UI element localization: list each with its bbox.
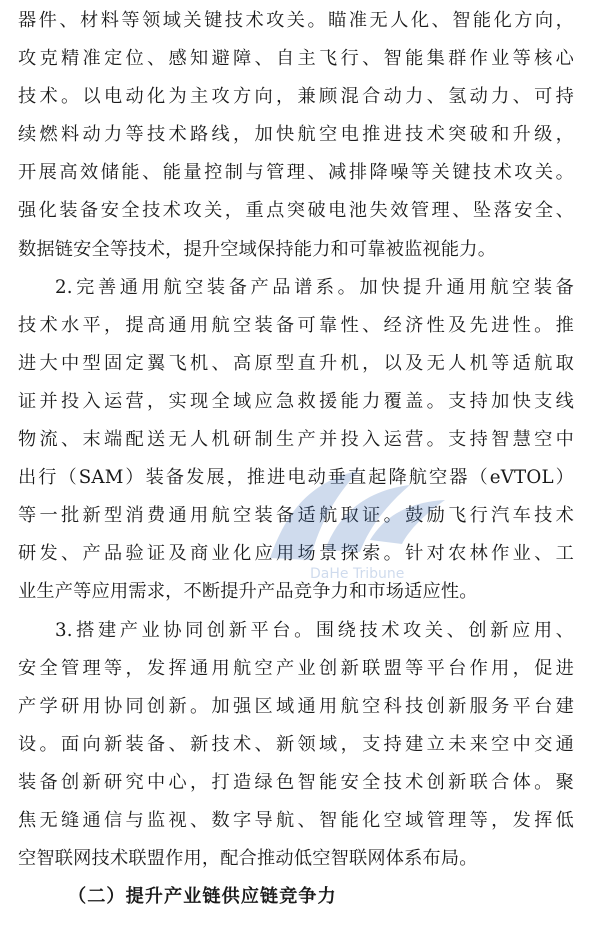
section-heading: （二）提升产业链供应链竞争力 (68, 886, 337, 908)
paragraph-line: 进大中型固定翼飞机、高原型直升机，以及无人机等适航取 (18, 352, 574, 374)
paragraph-line: 续燃料动力等技术路线，加快航空电推进技术突破和升级， (18, 124, 574, 146)
paragraph-line: 焦无缝通信与监视、数字导航、智能化空域管理等，发挥低 (18, 809, 574, 831)
paragraph-line: 研发、产品验证及商业化应用场景探索。针对农林作业、工 (18, 543, 574, 565)
paragraph-line: 开展高效储能、能量控制与管理、减排降噪等关键技术攻关。 (18, 162, 574, 184)
paragraph-3 (18, 612, 574, 879)
paragraph-line: 装备创新研究中心，打造绿色智能安全技术创新联合体。聚 (18, 771, 574, 793)
paragraph-line: 等一批新型消费通用航空装备适航取证。鼓励飞行汽车技术 (18, 505, 574, 527)
paragraph-line: 强化装备安全技术攻关，重点突破电池失效管理、坠落安全、 (18, 200, 574, 222)
paragraph-line: 技术水平，提高通用航空装备可靠性、经济性及先进性。推 (18, 314, 574, 336)
paragraph-line: 攻克精准定位、感知避障、自主飞行、智能集群作业等核心 (18, 48, 574, 70)
paragraph-2 (18, 269, 574, 612)
paragraph-line: 业生产等应用需求，不断提升产品竞争力和市场适应性。 (18, 581, 478, 603)
paragraph-line: 证并投入运营，实现全域应急救援能力覆盖。支持加快支线 (18, 390, 574, 412)
paragraph-line: 技术。以电动化为主攻方向，兼顾混合动力、氢动力、可持 (18, 86, 574, 108)
paragraph-line: 出行（SAM）装备发展，推进电动垂直起降航空器（eVTOL） (18, 467, 574, 489)
paragraph-line: 2.完善通用航空装备产品谱系。加快提升通用航空装备 (55, 276, 574, 298)
paragraph-line: 物流、末端配送无人机研制生产并投入运营。支持智慧空中 (18, 429, 574, 451)
paragraph-line: 设。面向新装备、新技术、新领域，支持建立未来空中交通 (18, 733, 574, 755)
paragraph-line: 器件、材料等领域关键技术攻关。瞄准无人化、智能化方向， (18, 10, 574, 31)
paragraph-line: 数据链安全等技术，提升空域保持能力和可靠被监视能力。 (18, 238, 497, 260)
paragraph-line: 空智联网技术联盟作用，配合推动低空智联网体系布局。 (18, 848, 478, 870)
watermark-text: DaHe Tribune (310, 566, 405, 582)
paragraph-line: 产学研用协同创新。加强区域通用航空科技创新服务平台建 (18, 695, 574, 717)
paragraph-1 (18, 2, 574, 269)
paragraph-line: 3.搭建产业协同创新平台。围绕技术攻关、创新应用、 (55, 619, 574, 641)
paragraph-line: 安全管理等，发挥通用航空产业创新联盟等平台作用，促进 (18, 657, 574, 679)
